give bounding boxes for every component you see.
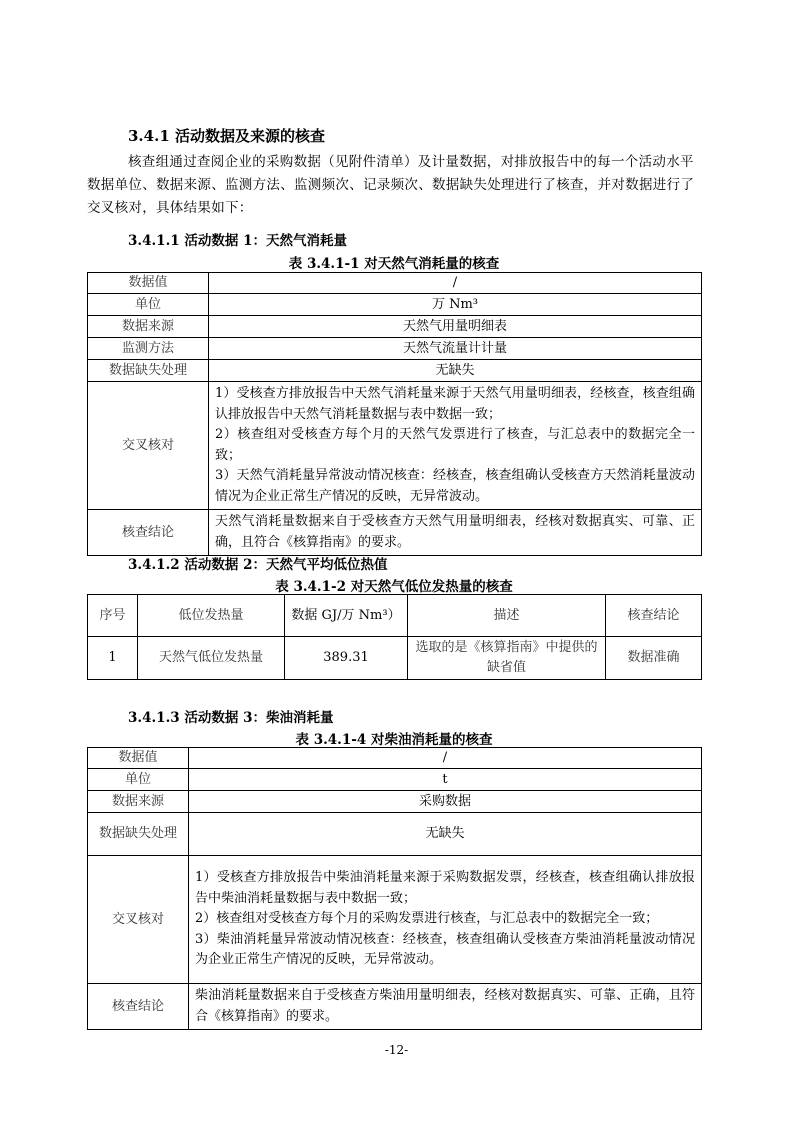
table-row bbox=[88, 360, 702, 382]
table-caption-3: 表 3.4.1-4 对柴油消耗量的核查 bbox=[295, 732, 493, 748]
intro-paragraph: 核查组通过查阅企业的采购数据（见附件清单）及计量数据，对排放报告中的每一个活动水平数据单位、数据来源、监测方法、监测频次、记录频次、数据缺失处理进行了核查，并对数据进行了交叉核对，具体结果如下： bbox=[87, 154, 695, 216]
table-row bbox=[88, 748, 702, 769]
table-cell: 数据准确 bbox=[606, 637, 702, 680]
row-value: / bbox=[189, 748, 702, 769]
column-header: 序号 bbox=[88, 595, 138, 637]
row-value: 天然气流量计计量 bbox=[209, 338, 702, 360]
row-value: 天然气用量明细表 bbox=[209, 316, 702, 338]
table-row bbox=[88, 637, 702, 680]
column-header: 核查结论 bbox=[606, 595, 702, 637]
cross-check-item: 1）受核查方排放报告中柴油消耗量来源于采购数据发票，经核查，核查组确认排放报告中柴油消耗量数据与表中数据一致； bbox=[195, 870, 695, 906]
row-label: 核查结论 bbox=[88, 984, 189, 1030]
table-header-row bbox=[88, 595, 702, 637]
table-caption-1: 表 3.4.1-1 对天然气消耗量的核查 bbox=[288, 256, 500, 272]
row-label: 监测方法 bbox=[88, 338, 209, 360]
row-value: 无缺失 bbox=[189, 813, 702, 856]
table-row bbox=[88, 813, 702, 856]
table-row bbox=[88, 791, 702, 813]
table-row bbox=[88, 769, 702, 791]
cross-check-item: 1）受核查方排放报告中天然气消耗量来源于天然气用量明细表，经核查，核查组确认排放报告中天然气消耗量数据与表中数据一致； bbox=[215, 386, 695, 422]
natural-gas-consumption-table bbox=[87, 272, 702, 556]
table-row bbox=[88, 856, 702, 984]
table-caption-2: 表 3.4.1-2 对天然气低位发热量的核查 bbox=[275, 579, 513, 595]
row-value: 无缺失 bbox=[209, 360, 702, 382]
row-label: 数据值 bbox=[88, 748, 189, 769]
table-row bbox=[88, 984, 702, 1030]
column-header: 描述 bbox=[408, 595, 606, 637]
table-cell: 389.31 bbox=[285, 637, 408, 680]
cross-check-cell bbox=[209, 382, 702, 510]
section-title: 3.4.1 活动数据及来源的核查 bbox=[128, 127, 325, 145]
table-row bbox=[88, 338, 702, 360]
column-header: 数据 GJ/万 Nm³） bbox=[285, 595, 408, 637]
cross-check-item: 3）天然气消耗量异常波动情况核查：经核查，核查组确认受核查方天然消耗量波动情况为企业正常生产情况的反映，无异常波动。 bbox=[215, 468, 695, 504]
table-row bbox=[88, 273, 702, 294]
cross-check-cell bbox=[189, 856, 702, 984]
row-label: 单位 bbox=[88, 294, 209, 316]
row-value: 采购数据 bbox=[189, 791, 702, 813]
cross-check-item: 2）核查组对受核查方每个月的天然气发票进行了核查，与汇总表中的数据完全一致； bbox=[215, 427, 695, 463]
diesel-consumption-table bbox=[87, 747, 702, 1030]
subsection-heading-2: 3.4.1.2 活动数据 2：天然气平均低位热值 bbox=[128, 557, 388, 573]
calorific-value-table bbox=[87, 594, 702, 680]
table-row bbox=[88, 510, 702, 556]
row-label: 数据来源 bbox=[88, 791, 189, 813]
row-label: 交叉核对 bbox=[88, 382, 209, 510]
subsection-heading-1: 3.4.1.1 活动数据 1：天然气消耗量 bbox=[128, 233, 347, 249]
row-label: 单位 bbox=[88, 769, 189, 791]
table-cell: 选取的是《核算指南》中提供的缺省值 bbox=[408, 637, 606, 680]
row-value: t bbox=[189, 769, 702, 791]
table-row bbox=[88, 382, 702, 510]
table-row bbox=[88, 294, 702, 316]
row-value: 万 Nm³ bbox=[209, 294, 702, 316]
row-label: 数据来源 bbox=[88, 316, 209, 338]
row-label: 核查结论 bbox=[88, 510, 209, 556]
row-label: 交叉核对 bbox=[88, 856, 189, 984]
cross-check-item: 2）核查组对受核查方每个月的采购发票进行核查，与汇总表中的数据完全一致； bbox=[195, 911, 659, 927]
row-label: 数据缺失处理 bbox=[88, 813, 189, 856]
table-row bbox=[88, 316, 702, 338]
table-cell: 天然气低位发热量 bbox=[138, 637, 285, 680]
column-header: 低位发热量 bbox=[138, 595, 285, 637]
conclusion-cell: 柴油消耗量数据来自于受核查方柴油用量明细表，经核对数据真实、可靠、正确，且符合《核算指南》的要求。 bbox=[189, 984, 702, 1030]
cross-check-item: 3）柴油消耗量异常波动情况核查：经核查，核查组确认受核查方柴油消耗量波动情况为企业正常生产情况的反映，无异常波动。 bbox=[195, 931, 695, 968]
row-value: / bbox=[209, 273, 702, 294]
table-cell: 1 bbox=[88, 637, 138, 680]
page-number: -12- bbox=[384, 1043, 409, 1057]
row-label: 数据值 bbox=[88, 273, 209, 294]
conclusion-cell: 天然气消耗量数据来自于受核查方天然气用量明细表，经核对数据真实、可靠、正确，且符合《核算指南》的要求。 bbox=[209, 510, 702, 556]
subsection-heading-3: 3.4.1.3 活动数据 3：柴油消耗量 bbox=[128, 710, 334, 726]
row-label: 数据缺失处理 bbox=[88, 360, 209, 382]
